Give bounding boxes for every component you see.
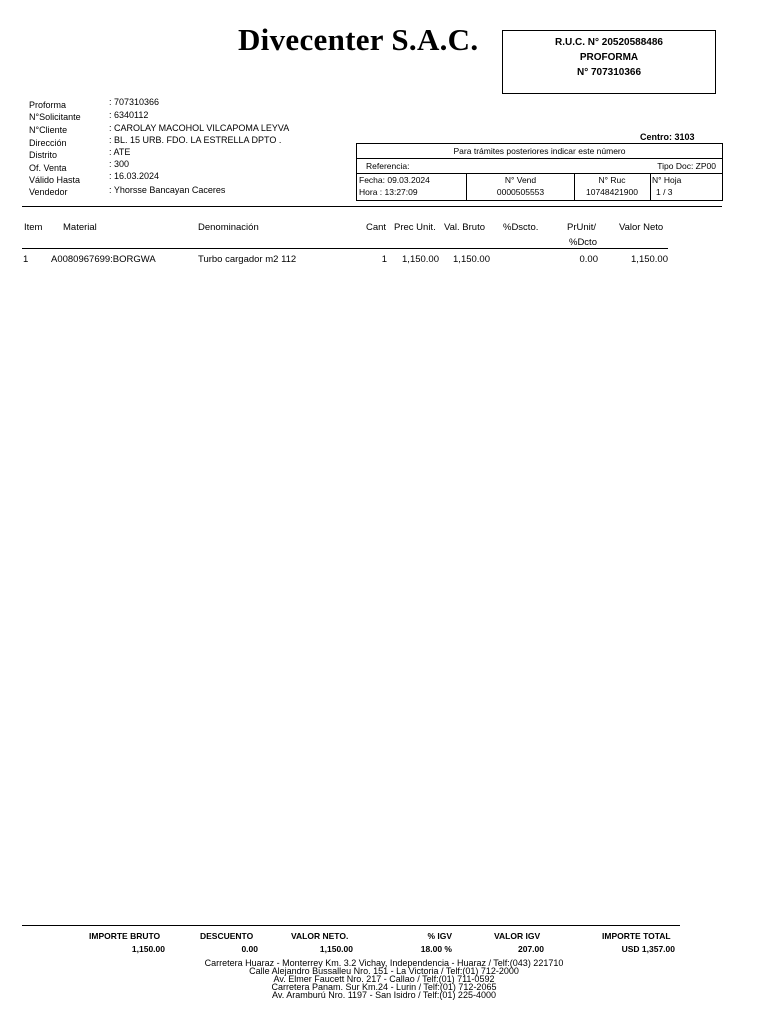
- info-label-cliente: N°Cliente: [29, 125, 68, 135]
- reference-row: [357, 159, 722, 174]
- doc-type: PROFORMA: [579, 52, 639, 63]
- row-valor-neto: 1,150.00: [631, 254, 668, 265]
- descuento-value: 0.00: [241, 944, 258, 954]
- igv-pct-value: 18.00 %: [420, 944, 452, 954]
- address-line: Av. Aramburú Nro. 1197 - San Isidro / Telf:(01) 225-4000: [272, 990, 496, 1000]
- proforma-number: N° 707310366: [576, 67, 642, 78]
- row-cant: 1: [381, 254, 387, 265]
- vend-label: N° Vend: [504, 175, 537, 185]
- tipo-doc: Tipo Doc: ZP00: [657, 161, 716, 171]
- ruc-box: [502, 30, 716, 94]
- col-header-prec-unit: Prec Unit.: [394, 222, 436, 233]
- info-value-direccion: : BL. 15 URB. FDO. LA ESTRELLA DPTO .: [109, 135, 282, 145]
- valor-igv-value: 207.00: [518, 944, 544, 954]
- info-value-of-venta: : 300: [109, 159, 130, 169]
- ruc-cell: [574, 174, 651, 200]
- row-item: 1: [23, 254, 29, 265]
- company-name: Divecenter S.A.C.: [238, 22, 479, 57]
- valor-igv-label: VALOR IGV: [494, 931, 541, 941]
- col-header-denominacion: Denominación: [198, 222, 259, 233]
- info-value-cliente: : CAROLAY MACOHOL VILCAPOMA LEYVA: [109, 123, 290, 133]
- info-label-proforma: Proforma: [29, 100, 67, 110]
- reference-notice: Para trámites posteriores indicar este número: [357, 144, 722, 159]
- vend-cell: [467, 174, 575, 200]
- igv-pct-label: % IGV: [427, 931, 452, 941]
- col-header-material: Material: [63, 222, 97, 233]
- fecha-hora-cell: [357, 174, 467, 200]
- row-prec-unit: 1,150.00: [402, 254, 439, 265]
- referencia-label: Referencia:: [366, 161, 410, 171]
- valor-neto-value: 1,150.00: [319, 944, 353, 954]
- header-divider: [22, 206, 722, 207]
- info-label-of-venta: Of. Venta: [29, 163, 67, 173]
- address-line: Calle Alejandro Bussalleu Nro. 151 - La Victoria / Telf:(01) 712-2000: [249, 966, 519, 976]
- info-value-distrito: : ATE: [109, 147, 131, 157]
- address-line: Carretera Panam. Sur Km.24 - Lurin / Telf:(01) 712-2065: [271, 982, 497, 992]
- table-header-divider: [22, 248, 668, 249]
- col-header-valor-neto: Valor Neto: [619, 222, 664, 233]
- info-label-solicitante: N°Solicitante: [29, 112, 81, 122]
- address-line: Carretera Huaraz - Monterrey Km. 3.2 Vichay, Independencia - Huaraz / Telf:(043) 221710: [204, 958, 564, 968]
- info-value-proforma: : 707310366: [109, 97, 160, 107]
- centro: Centro: 3103: [640, 132, 695, 142]
- row-prunit: 0.00: [579, 254, 598, 265]
- reference-box: [356, 143, 723, 201]
- fecha: Fecha: 09.03.2024: [359, 175, 430, 185]
- col-header-prunit: PrUnit/: [567, 222, 597, 233]
- hora: Hora : 13:27:09: [359, 187, 418, 197]
- ruc-value: 10748421900: [585, 187, 638, 197]
- info-label-valido-hasta: Válido Hasta: [29, 175, 81, 185]
- footer-divider: [22, 925, 680, 926]
- ruc-label: N° Ruc: [598, 175, 626, 185]
- valor-neto-label: VALOR NETO.: [291, 931, 349, 941]
- vend-value: 0000505553: [496, 187, 545, 197]
- importe-bruto-value: 1,150.00: [131, 944, 165, 954]
- col-header-val-bruto: Val. Bruto: [444, 222, 486, 233]
- col-header-prunit-dcto: %Dcto: [569, 237, 597, 248]
- col-header-cant: Cant: [366, 222, 387, 233]
- info-value-solicitante: : 6340112: [109, 110, 149, 120]
- row-denominacion: Turbo cargador m2 112: [198, 254, 297, 265]
- ruc-number: R.U.C. N° 20520588486: [555, 37, 663, 48]
- hoja-value: 1 / 3: [656, 187, 673, 197]
- info-value-valido-hasta: : 16.03.2024: [109, 171, 160, 181]
- col-header-dscto: %Dscto.: [503, 222, 539, 233]
- hoja-label: N° Hoja: [652, 175, 682, 185]
- col-header-item: Item: [24, 222, 43, 233]
- info-label-direccion: Dirección: [29, 138, 67, 148]
- info-label-distrito: Distrito: [29, 150, 58, 160]
- importe-total-value: USD 1,357.00: [621, 944, 675, 954]
- row-material: A0080967699:BORGWA: [51, 254, 156, 265]
- importe-bruto-label: IMPORTE BRUTO: [89, 931, 161, 941]
- hoja-cell: [650, 174, 722, 200]
- address-line: Av. Elmer Faucett Nro. 217 - Callao / Telf:(01) 711-0592: [273, 974, 495, 984]
- descuento-label: DESCUENTO: [200, 931, 254, 941]
- importe-total-label: IMPORTE TOTAL: [602, 931, 671, 941]
- row-val-bruto: 1,150.00: [453, 254, 490, 265]
- info-value-vendedor: : Yhorsse Bancayan Caceres: [109, 185, 226, 195]
- info-label-vendedor: Vendedor: [29, 187, 68, 197]
